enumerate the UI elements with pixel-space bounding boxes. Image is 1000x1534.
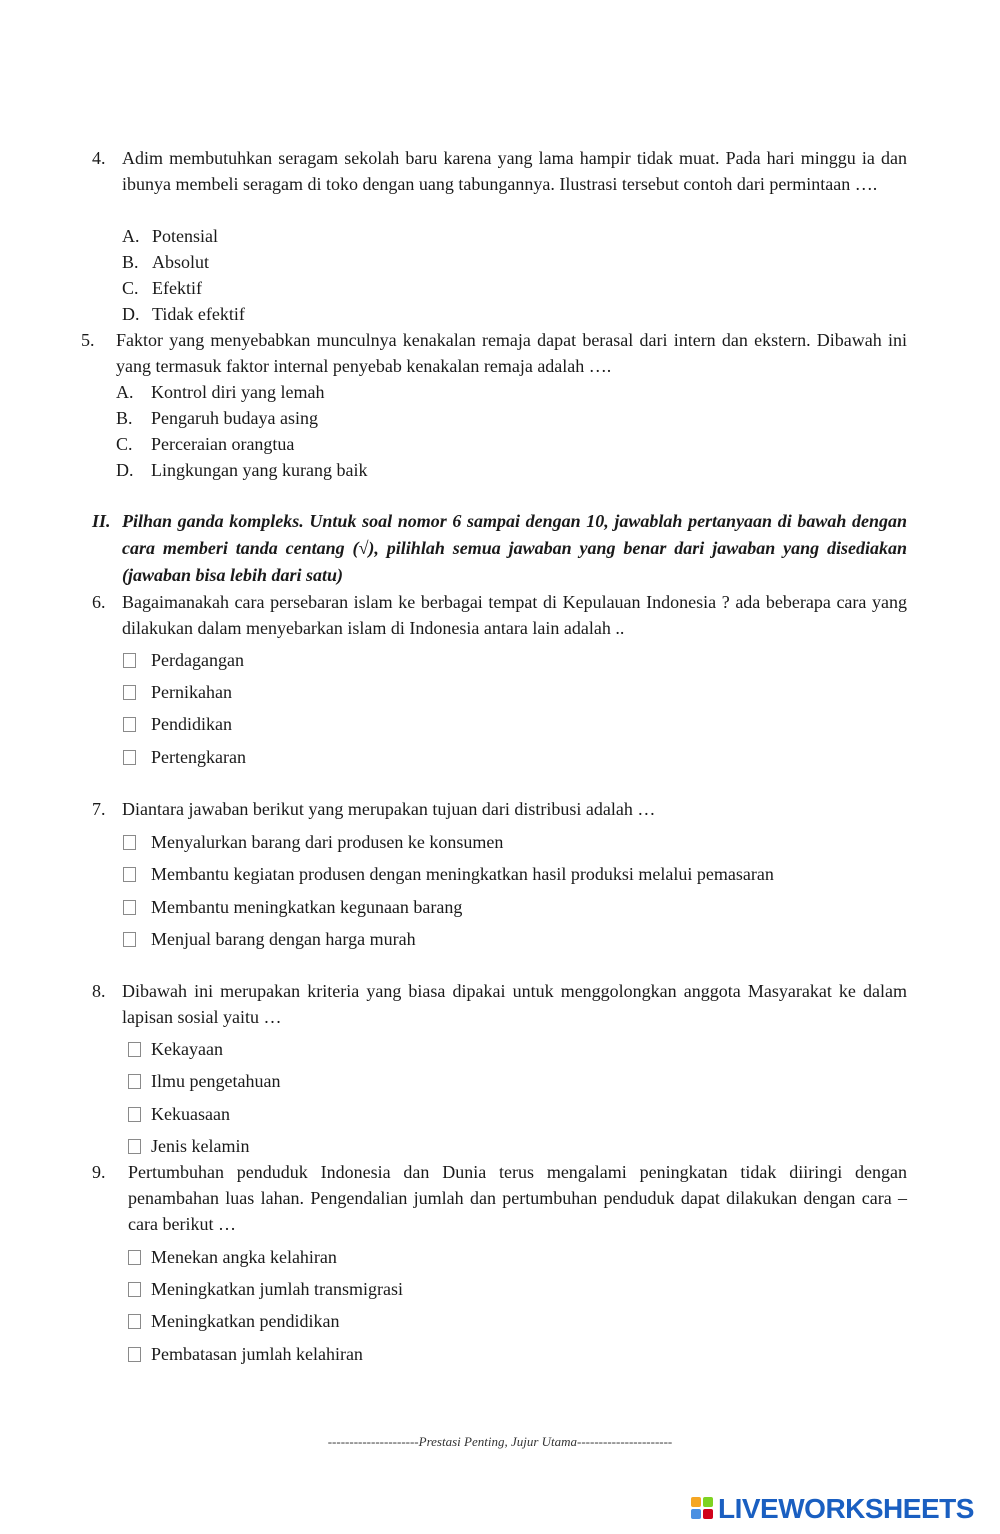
choice-text: Membantu kegiatan produsen dengan meningkatkan hasil produksi melalui pemasaran [151, 864, 774, 884]
option-text: Pengaruh budaya asing [151, 408, 318, 428]
option-row[interactable] [116, 457, 466, 483]
question-number: 7. [92, 799, 106, 819]
option-letter: D. [116, 460, 134, 480]
checkbox[interactable] [123, 867, 136, 882]
section-numeral: II. [92, 511, 111, 531]
checkbox-option[interactable] [128, 1101, 528, 1127]
logo-square [691, 1497, 701, 1507]
checkbox[interactable] [128, 1107, 141, 1122]
checkbox-option[interactable] [123, 679, 523, 705]
choice-text: Jenis kelamin [151, 1136, 250, 1156]
checkbox-option[interactable] [128, 1068, 528, 1094]
checkbox[interactable] [128, 1139, 141, 1154]
checkbox[interactable] [128, 1074, 141, 1089]
checkbox-option[interactable] [123, 829, 863, 855]
choice-text: Meningkatkan pendidikan [151, 1311, 340, 1331]
choice-text: Kekayaan [151, 1039, 223, 1059]
option-row[interactable] [122, 249, 422, 275]
choice-text: Menyalurkan barang dari produsen ke konsumen [151, 832, 504, 852]
option-row[interactable] [116, 405, 466, 431]
checkbox-option[interactable] [128, 1341, 528, 1367]
choice-text: Pendidikan [151, 714, 232, 734]
checkbox[interactable] [123, 835, 136, 850]
option-letter: B. [122, 252, 139, 272]
checkbox[interactable] [128, 1314, 141, 1329]
checkbox-option[interactable] [123, 647, 523, 673]
checkbox[interactable] [128, 1250, 141, 1265]
option-row[interactable] [122, 275, 422, 301]
choice-text: Menekan angka kelahiran [151, 1247, 337, 1267]
brand-name: LIVEWORKSHEETS [718, 1493, 974, 1524]
liveworksheets-grid-icon [691, 1497, 715, 1521]
question-number: 8. [92, 981, 106, 1001]
choice-text: Membantu meningkatkan kegunaan barang [151, 897, 463, 917]
option-letter: A. [122, 226, 140, 246]
option-text: Kontrol diri yang lemah [151, 382, 325, 402]
option-text: Efektif [152, 278, 202, 298]
choice-text: Ilmu pengetahuan [151, 1071, 281, 1091]
choice-text: Menjual barang dengan harga murah [151, 929, 416, 949]
checkbox[interactable] [128, 1282, 141, 1297]
checkbox-option[interactable] [123, 861, 863, 887]
choice-text: Kekuasaan [151, 1104, 230, 1124]
logo-square [703, 1509, 713, 1519]
logo-square [703, 1497, 713, 1507]
checkbox[interactable] [123, 653, 136, 668]
option-letter: A. [116, 382, 134, 402]
question-text: Dibawah ini merupakan kriteria yang biasa dipakai untuk menggolongkan anggota Masyarakat ke dalam lapisan sosial yaitu … [122, 981, 907, 1027]
checkbox-option[interactable] [128, 1276, 528, 1302]
checkbox[interactable] [123, 900, 136, 915]
question-number: 6. [92, 592, 106, 612]
checkbox-option[interactable] [128, 1133, 528, 1159]
choice-text: Pernikahan [151, 682, 232, 702]
option-letter: C. [116, 434, 133, 454]
logo-square [691, 1509, 701, 1519]
checkbox-option[interactable] [123, 926, 863, 952]
option-letter: C. [122, 278, 139, 298]
checkbox[interactable] [123, 717, 136, 732]
choice-text: Pembatasan jumlah kelahiran [151, 1344, 363, 1364]
checkbox[interactable] [123, 932, 136, 947]
checkbox[interactable] [123, 685, 136, 700]
checkbox[interactable] [128, 1347, 141, 1362]
option-text: Absolut [152, 252, 210, 272]
choice-text: Meningkatkan jumlah transmigrasi [151, 1279, 403, 1299]
option-row[interactable] [116, 431, 466, 457]
choice-text: Perdagangan [151, 650, 244, 670]
option-letter: B. [116, 408, 133, 428]
checkbox-option[interactable] [123, 894, 863, 920]
option-row[interactable] [122, 301, 422, 327]
option-row[interactable] [116, 379, 466, 405]
question-text: Adim membutuhkan seragam sekolah baru karena yang lama hampir tidak muat. Pada hari minggu ia dan ibunya membeli seragam di toko dengan uang tabungannya. Ilustrasi tersebut contoh dari permintaan …. [122, 148, 907, 194]
question-number: 9. [92, 1162, 106, 1182]
option-letter: D. [122, 304, 140, 324]
option-text: Potensial [152, 226, 218, 246]
option-text: Tidak efektif [152, 304, 245, 324]
page-footer: ---------------------Prestasi Penting, Jujur Utama---------------------- [327, 1434, 673, 1449]
checkbox-option[interactable] [128, 1036, 528, 1062]
question-number: 4. [92, 148, 106, 168]
section-instructions: Pilhan ganda kompleks. Untuk soal nomor 6 sampai dengan 10, jawablah pertanyaan di bawah dengan cara memberi tanda centang (√), pilihlah semua jawaban yang benar dari jawaban yang disediakan (jawaban bisa lebih dari satu) [122, 511, 907, 585]
question-number: 5. [81, 330, 95, 350]
question-text: Faktor yang menyebabkan munculnya kenakalan remaja dapat berasal dari intern dan ekstern. Dibawah ini yang termasuk faktor internal penyebab kenakalan remaja adalah …. [116, 330, 907, 376]
choice-text: Pertengkaran [151, 747, 246, 767]
checkbox-option[interactable] [123, 744, 523, 770]
option-row[interactable] [122, 223, 422, 249]
checkbox-option[interactable] [128, 1308, 528, 1334]
checkbox-option[interactable] [128, 1244, 528, 1270]
checkbox[interactable] [128, 1042, 141, 1057]
checkbox-option[interactable] [123, 711, 523, 737]
checkbox[interactable] [123, 750, 136, 765]
question-text: Bagaimanakah cara persebaran islam ke berbagai tempat di Kepulauan Indonesia ? ada beberapa cara yang dilakukan dalam menyebarkan islam di Indonesia antara lain adalah .. [122, 592, 907, 638]
question-text: Pertumbuhan penduduk Indonesia dan Dunia terus mengalami peningkatan tidak diiringi dengan penambahan luas lahan. Pengendalian jumlah dan pertumbuhan penduduk dapat dilakukan dengan cara – cara berikut … [128, 1162, 907, 1234]
option-text: Lingkungan yang kurang baik [151, 460, 368, 480]
question-text: Diantara jawaban berikut yang merupakan tujuan dari distribusi adalah … [122, 799, 656, 819]
option-text: Perceraian orangtua [151, 434, 295, 454]
